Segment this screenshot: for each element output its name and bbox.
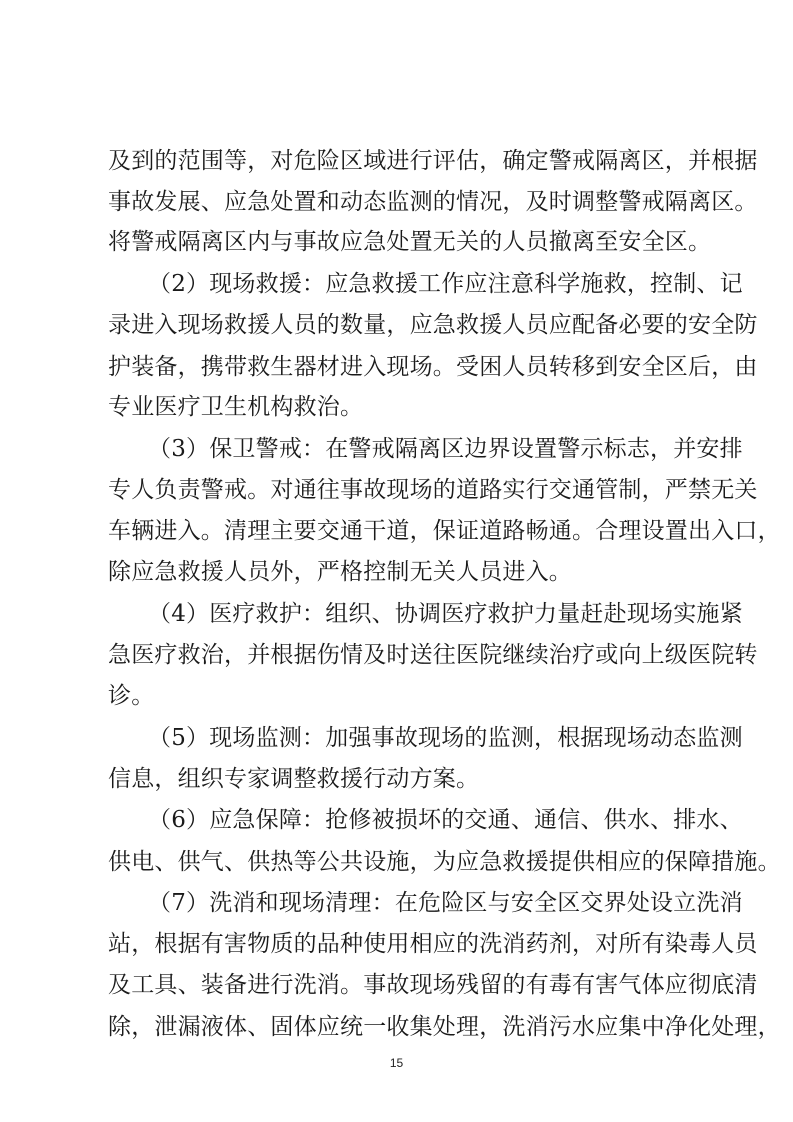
text-line: 除应急救援人员外，严格控制无关人员进入。 [108,559,572,585]
text-line: 诊。 [108,683,155,709]
text-line: 事故发展、应急处置和动态监测的情况，及时调整警戒隔离区。 [108,189,758,215]
text-line: 供电、供气、供热等公共设施，为应急救援提供相应的保障措施。 [108,849,781,875]
text-line: 专人负责警戒。对通往事故现场的道路实行交通管制，严禁无关 [108,477,758,503]
text-line: 车辆进入。清理主要交通干道，保证道路畅通。合理设置出入口， [108,518,781,544]
text-line: 护装备，携带救生器材进入现场。受困人员转移到安全区后，由 [108,354,758,380]
text-line: 除，泄漏液体、固体应统一收集处理，洗消污水应集中净化处理， [108,1014,781,1040]
text-line: （7）洗消和现场清理：在危险区与安全区交界处设立洗消 [148,890,743,916]
text-line: （3）保卫警戒：在警戒隔离区边界设置警示标志，并安排 [148,436,743,462]
text-line: 专业医疗卫生机构救治。 [108,394,364,420]
text-line: （5）现场监测：加强事故现场的监测，根据现场动态监测 [148,725,743,751]
text-line: 录进入现场救援人员的数量，应急救援人员应配备必要的安全防 [108,312,758,338]
text-line: （6）应急保障：抢修被损坏的交通、通信、供水、排水、 [148,807,743,833]
text-line: 站，根据有害物质的品种使用相应的洗消药剂，对所有染毒人员 [108,931,758,957]
text-line: 及工具、装备进行洗消。事故现场残留的有毒有害气体应彻底清 [108,972,758,998]
text-line: （4）医疗救护：组织、协调医疗救护力量赶赴现场实施紧 [148,601,743,627]
page-number: 15 [389,1056,404,1070]
text-line: 及到的范围等，对危险区域进行评估，确定警戒隔离区，并根据 [108,148,758,174]
text-line: 急医疗救治，并根据伤情及时送往医院继续治疗或向上级医院转 [108,642,758,668]
text-line: 信息，组织专家调整救援行动方案。 [108,766,480,792]
text-line: （2）现场救援：应急救援工作应注意科学施救，控制、记 [148,271,743,297]
text-line: 将警戒隔离区内与事故应急处置无关的人员撤离至安全区。 [108,229,712,255]
